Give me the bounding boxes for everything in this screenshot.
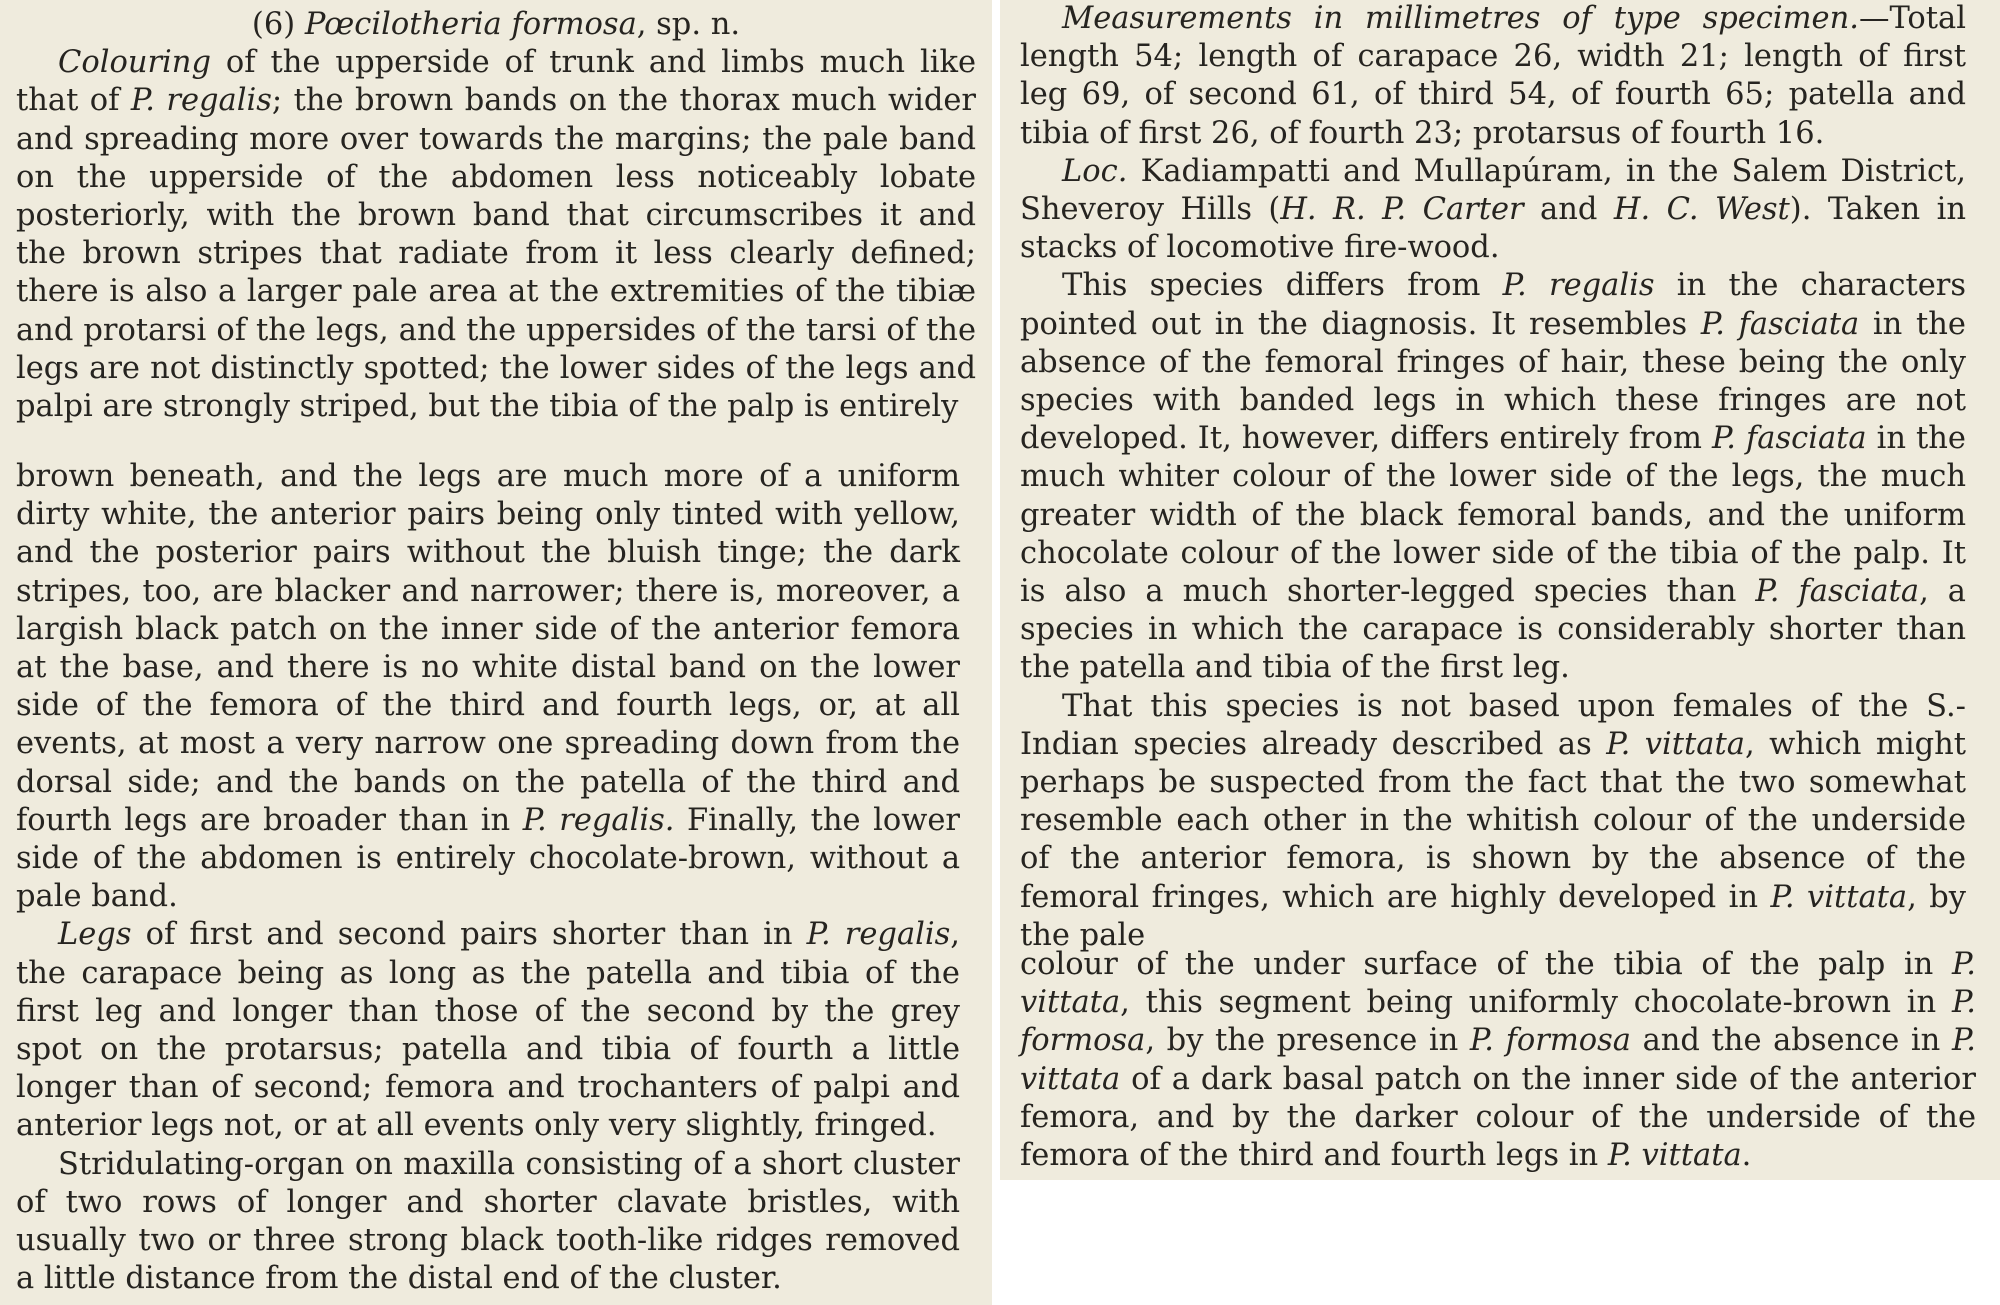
heading-suffix: , sp. n.	[636, 7, 741, 42]
paragraph	[1020, 688, 1966, 955]
italic-run: P. fasciata	[1700, 306, 1860, 342]
paragraph	[16, 44, 976, 426]
italic-run: P. regalis.	[522, 802, 675, 838]
text-run: , a species in which the carapace is considerably shorter than the patella and tibia of the first leg.	[1020, 574, 1966, 686]
text-run: of first and second pairs shorter than in	[131, 917, 807, 953]
text-run: colour of the under surface of the tibia of the palp in	[1020, 947, 1952, 982]
italic-run: P. regalis	[806, 917, 951, 953]
text-run: in the much whiter colour of the lower side of the legs, the much greater width of the black femoral bands, and the uniform chocolate colour of the lower side of the tibia of the palp. It is also a much shorter-legged species than	[1020, 421, 1966, 610]
italic-run: P. regalis	[130, 83, 272, 119]
heading-species: Pœcilotheria formosa	[304, 7, 637, 42]
text-run: Kadiampatti and Mullapúram, in the Salem District, Sheveroy Hills (	[1020, 153, 1966, 228]
text-run: That this species is not based upon females of the S.-Indian species already described as	[1020, 688, 1966, 762]
text-run: , which might perhaps be suspected from the fact that the two somewhat resemble each other in the whitish colour of the underside of the anterior femora, is shown by the absence of the femoral fringes, which are highly developed in	[1020, 726, 1967, 915]
text-run: ; the brown bands on the thorax much wider and spreading more over towards the margins; the pale band on the upperside of the abdomen less noticeably lobate posteriorly, with the brown band that circumscribes it and the brown stripes that radiate from it less clearly defined; there is also a larger pale area at the extremities of the tibiæ and protarsi of the legs, and the uppersides of the tarsi of the legs are not distinctly spotted; the lower sides of the legs and palpi are strongly striped, but the tibia of the palp is entirely	[16, 83, 976, 425]
colouring-paragraph	[16, 44, 976, 426]
left-column-top	[16, 6, 976, 426]
italic-run: P. vittata	[1607, 1138, 1742, 1174]
italic-run: Colouring	[58, 45, 211, 81]
heading-number: (6)	[251, 7, 296, 42]
italic-run: Loc.	[1062, 153, 1128, 189]
italic-run: P. formosa	[1020, 985, 1976, 1059]
text-run: ). Taken in stacks of locomotive fire-wood.	[1020, 192, 1966, 266]
right-column-bottom	[1020, 946, 1976, 1175]
paragraph	[1020, 946, 1976, 1175]
text-run: of the upperside of trunk and limbs much like that of	[16, 45, 976, 119]
italic-run: H. C. West	[1613, 192, 1790, 228]
text-run: , by the presence in	[1145, 1023, 1470, 1059]
italic-run: P. vittata	[1020, 947, 1976, 1021]
right-column-top	[1020, 0, 1966, 955]
italic-run: P. formosa	[1469, 1023, 1631, 1059]
right-column-text	[1020, 0, 1966, 955]
italic-run: Legs	[58, 917, 132, 953]
text-run: This species differs from	[1062, 268, 1503, 304]
paragraph	[16, 1146, 960, 1299]
italic-run: P. vittata	[1020, 1023, 1976, 1097]
paragraph	[1020, 0, 1966, 153]
text-run: and the absence in	[1630, 1023, 1952, 1059]
paragraph	[16, 916, 960, 1145]
left-column-text	[16, 458, 960, 1298]
italic-run: P. fasciata	[1711, 421, 1867, 457]
italic-run: P. vittata	[1606, 726, 1745, 762]
text-run: Stridulating-organ on maxilla consisting of a short cluster of two rows of longer and shorter clavate bristles, with usually two or three strong black tooth-like ridges removed a little distance from the distal end of the cluster.	[16, 1146, 960, 1297]
italic-run: P. fasciata	[1755, 574, 1920, 610]
text-run: .	[1741, 1138, 1752, 1174]
text-run: and	[1523, 192, 1614, 228]
italic-run: H. R. P. Carter	[1280, 192, 1524, 228]
italic-run: Measurements in millimetres of type specimen.	[1062, 1, 1859, 36]
paragraph	[1020, 267, 1966, 687]
text-run: in the absence of the femoral fringes of hair, these being the only species with banded legs in which these fringes are not developed. It, however, differs entirely from	[1020, 306, 1966, 457]
text-run: , this segment being uniformly chocolate-brown in	[1120, 985, 1952, 1021]
text-run: in the characters pointed out in the diagnosis. It resembles	[1020, 268, 1966, 342]
text-run: of a dark basal patch on the inner side of the anterior femora, and by the darker colour of the underside of the femora of the third and fourth legs in	[1020, 1061, 1976, 1174]
italic-run: P. regalis	[1502, 268, 1655, 304]
text-run: , by the pale	[1020, 879, 1966, 953]
species-heading	[16, 6, 976, 44]
italic-run: P. vittata	[1770, 879, 1908, 915]
paragraph	[1020, 153, 1966, 268]
text-run: —Total length 54; length of carapace 26, width 21; length of first leg 69, of second 61, of third 54, of fourth 65; patella and tibia of first 26, of fourth 23; protarsus of fourth 16.	[1020, 1, 1966, 151]
left-column-bottom	[16, 458, 960, 1298]
text-run: Finally, the lower side of the abdomen is entirely chocolate-brown, without a pale band.	[16, 802, 960, 915]
text-run: , the carapace being as long as the patella and tibia of the first leg and longer than those of the second by the grey spot on the protarsus; patella and tibia of fourth a little longer than of second; femora and trochanters of palpi and anterior legs not, or at all events only very slightly, fringed.	[16, 917, 960, 1144]
text-run: brown beneath, and the legs are much more of a uniform dirty white, the anterior pairs being only tinted with yellow, and the posterior pairs without the bluish tinge; the dark stripes, too, are blacker and narrower; there is, moreover, a largish black patch on the inner side of the anterior femora at the base, and there is no white distal band on the lower side of the femora of the third and fourth legs, or, at all events, at most a very narrow one spreading down from the dorsal side; and the bands on the patella of the third and fourth legs are broader than in	[16, 459, 960, 838]
right-column-continuation	[1020, 946, 1976, 1175]
paragraph	[16, 458, 960, 916]
